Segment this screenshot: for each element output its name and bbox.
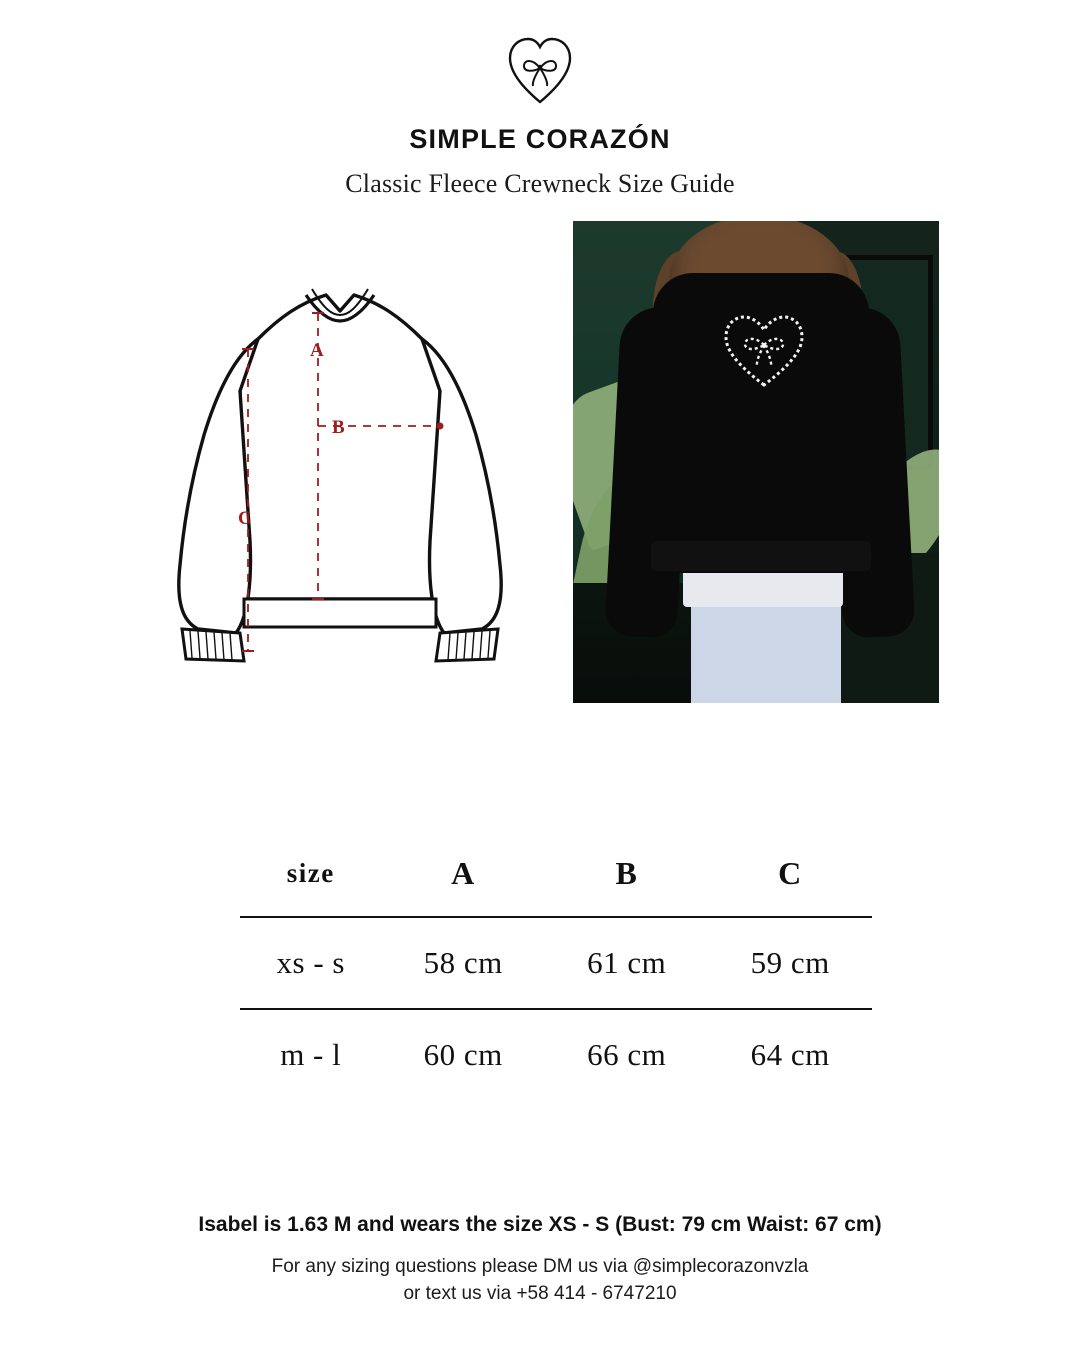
footer [0,1213,1080,1308]
table-row [240,1009,872,1100]
contact-line-2: or text us via +58 414 - 6747210 [403,1283,677,1305]
diagram-label-c: C [238,508,252,529]
diagram-label-a: A [310,340,324,361]
column-header-a: A [451,855,476,891]
size-table-container [240,855,872,1100]
logo-container [0,0,1080,106]
model-pants [691,593,841,703]
cell-c: 59 cm [708,917,872,1009]
column-header-c: C [778,855,803,891]
size-table [240,855,872,1100]
cell-a: 58 cm [381,917,545,1009]
garment-hem [651,541,871,571]
column-header-size: size [286,858,335,888]
media-row [0,221,1080,711]
table-row [240,917,872,1009]
diagram-label-b: B [332,417,345,438]
technical-drawing [140,221,540,701]
cell-c: 64 cm [708,1009,872,1100]
cell-b: 61 cm [545,917,709,1009]
table-header-row [240,855,872,917]
pixel-heart-bow-icon [721,311,807,389]
cell-b: 66 cm [545,1009,709,1100]
cell-size: m - l [240,1009,381,1100]
cell-a: 60 cm [381,1009,545,1100]
contact-line-1: For any sizing questions please DM us via @simplecorazonvzla [271,1255,809,1277]
heart-bow-logo-icon [506,34,574,106]
page-subtitle: Classic Fleece Crewneck Size Guide [345,169,735,198]
model-photo [573,221,939,703]
model-size-note: Isabel is 1.63 M and wears the size XS - S (Bust: 79 cm Waist: 67 cm) [198,1212,882,1236]
brand-title: SIMPLE CORAZÓN [409,124,671,154]
column-header-b: B [615,855,638,891]
cell-size: xs - s [240,917,381,1009]
